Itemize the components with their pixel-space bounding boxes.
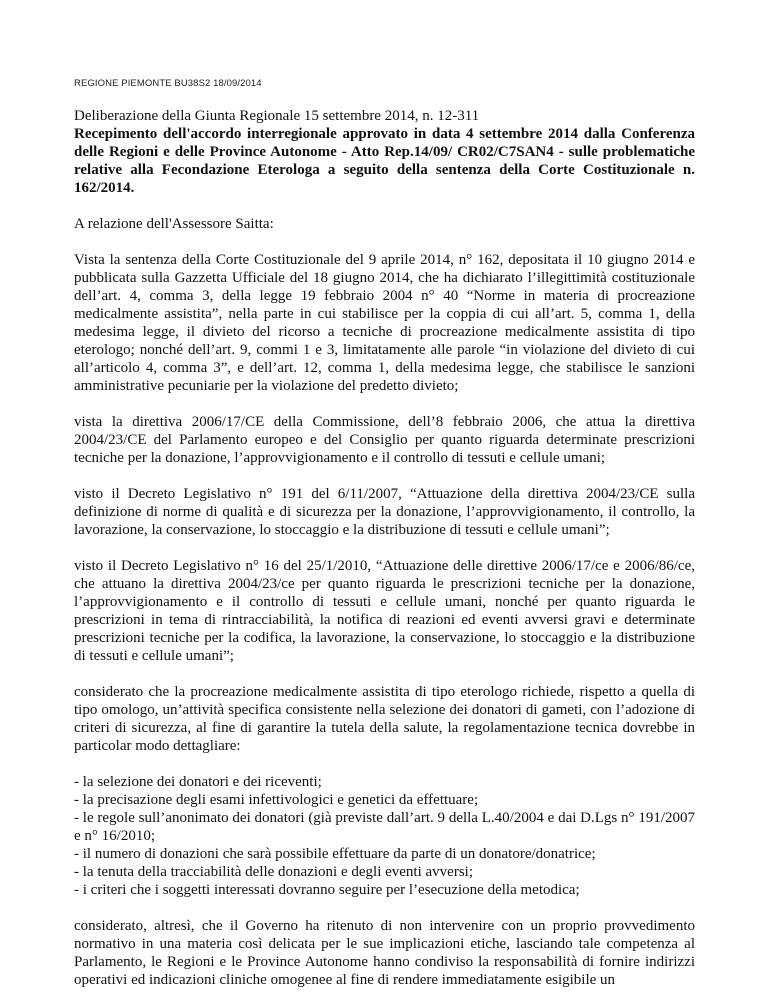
paragraph: vista la direttiva 2006/17/CE della Commissione, dell’8 febbraio 2006, che attua la direttiva 2004/23/CE del Parlamento europeo e del Consiglio per quanto riguarda determinate prescrizioni tecniche per la donazione, l’approvvigionamento e il controllo di tessuti e cellule umani;	[74, 414, 695, 466]
closing-paragraph: considerato, altresì, che il Governo ha ritenuto di non intervenire con un proprio provvedimento normativo in una materia così delicata per le sue implicazioni etiche, lasciando tale competenza al Parlamento, le Regioni e le Province Autonome hanno condiviso la responsabilità di fornire indirizzi operativi ed indicazioni cliniche omogenee al fine di rendere immediatamente esigibile un	[74, 918, 695, 988]
paragraph: considerato che la procreazione medicalmente assistita di tipo eterologo richiede, rispetto a quella di tipo omologo, un’attività specifica consistente nella selezione dei donatori di gameti, con l’adozione di criteri di sicurezza, al fine di garantire la tutela della salute, la regolamentazione tecnica dovrebbe in particolar modo dettagliare:	[74, 684, 695, 754]
list-item: - il numero di donazioni che sarà possibile effettuare da parte di un donatore/donatrice;	[74, 846, 596, 862]
requirements-list	[74, 773, 695, 899]
deliberation-title: Deliberazione della Giunta Regionale 15 settembre 2014, n. 12-311	[74, 108, 480, 124]
paragraph: visto il Decreto Legislativo n° 16 del 25/1/2010, “Attuazione delle direttive 2006/17/ce e 2006/86/ce, che attuano la direttiva 2004/23/ce per quanto riguarda le prescrizioni tecniche per la donazione, l’approvvigionamento e il controllo di tessuti e cellule umani, nonché per quanto riguarda le prescrizioni in tema di rintracciabilità, la notifica di reazioni ed eventi avversi gravi e determinate prescrizioni tecniche per la codifica, la lavorazione, la conservazione, lo stoccaggio e la distribuzione di tessuti e cellule umani”;	[74, 558, 695, 664]
paragraph: Vista la sentenza della Corte Costituzionale del 9 aprile 2014, n° 162, depositata il 10 giugno 2014 e pubblicata sulla Gazzetta Ufficiale del 18 giugno 2014, che ha dichiarato l’illegittimità costituzionale dell’art. 4, comma 3, della legge 19 febbraio 2004 n° 40 “Norme in materia di procreazione medicalmente assistita”, nella parte in cui stabilisce per la coppia di cui all’art. 5, comma 1, della medesima legge, il divieto del ricorso a tecniche di procreazione medicalmente assistita di tipo eterologo; nonché dell’art. 9, commi 1 e 3, limitatamente alle parole “in violazione del divieto di cui all’articolo 4, comma 3”, e dell’art. 12, comma 1, della medesima legge, che stabilisce le sanzioni amministrative pecuniarie per la violazione del predetto divieto;	[74, 252, 695, 394]
rapporteur-intro: A relazione dell'Assessore Saitta:	[74, 216, 274, 232]
list-item: - la precisazione degli esami infettivologici e genetici da effettuare;	[74, 792, 479, 808]
deliberation-subtitle: Recepimento dell'accordo interregionale approvato in data 4 settembre 2014 dalla Conferenza delle Regioni e delle Province Autonome - Atto Rep.14/09/ CR02/C7SAN4 - sulle problematiche relative alla Fecondazione Eterologa a seguito della sentenza della Corte Costituzionale n. 162/2014.	[74, 126, 695, 196]
gazette-header: REGIONE PIEMONTE BU38S2 18/09/2014	[74, 78, 262, 89]
list-item: - le regole sull’anonimato dei donatori (già previste dall’art. 9 della L.40/2004 e dai D.Lgs n° 191/2007 e n° 16/2010;	[74, 810, 695, 844]
paragraph: visto il Decreto Legislativo n° 191 del 6/11/2007, “Attuazione della direttiva 2004/23/CE sulla definizione di norme di qualità e di sicurezza per la donazione, l’approvvigionamento, il controllo, la lavorazione, la conservazione, lo stoccaggio e la distribuzione di tessuti e cellule umani”;	[74, 486, 695, 538]
list-item: - la selezione dei donatori e dei riceventi;	[74, 774, 322, 790]
list-item: - la tenuta della tracciabilità delle donazioni e degli eventi avversi;	[74, 864, 473, 880]
list-item: - i criteri che i soggetti interessati dovranno seguire per l’esecuzione della metodica;	[74, 882, 580, 898]
